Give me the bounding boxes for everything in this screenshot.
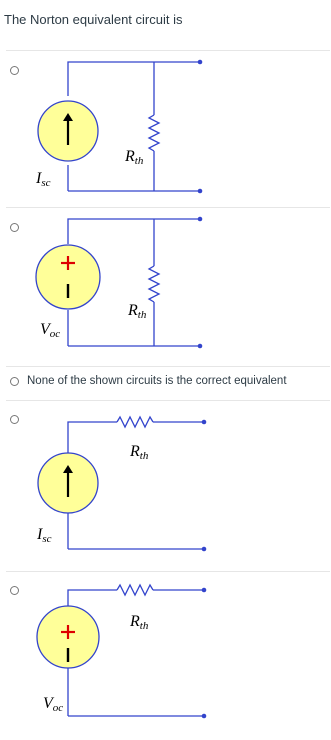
circuit-diagram-a — [0, 51, 331, 207]
voc-label: Voc — [43, 695, 64, 714]
voc-label: Voc — [40, 321, 61, 340]
circuit-diagram-d — [0, 401, 331, 571]
isc-label: Isc — [36, 170, 51, 189]
rth-label: Rth — [130, 613, 149, 632]
rth-label: Rth — [130, 443, 149, 462]
rth-label: Rth — [128, 302, 147, 321]
question-text: The Norton equivalent circuit is — [4, 12, 183, 27]
radio-option-c[interactable] — [10, 377, 19, 386]
option-c[interactable] — [0, 367, 331, 400]
rth-label: Rth — [125, 148, 144, 167]
isc-label: Isc — [37, 526, 52, 545]
circuit-diagram-b — [0, 208, 331, 364]
voltage-source-icon — [36, 245, 100, 309]
option-c-label: None of the shown circuits is the correct equivalent — [27, 375, 287, 387]
circuit-diagram-e — [0, 572, 331, 740]
